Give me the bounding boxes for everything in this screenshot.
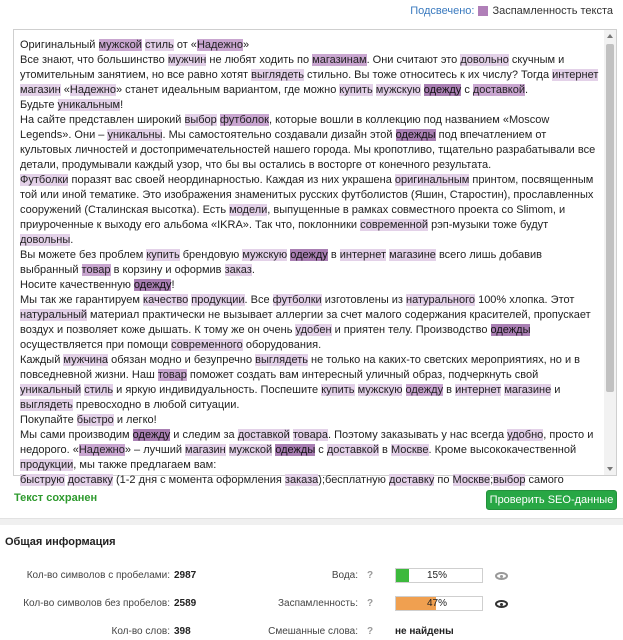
spam-percent: 47% (427, 598, 448, 609)
highlighted-word: магазинам (312, 54, 367, 66)
info-title: Общая информация (5, 536, 116, 548)
highlighted-word: товар (81, 264, 111, 276)
spam-help-icon[interactable]: ? (367, 598, 374, 609)
highlighted-word: Москве (452, 474, 491, 486)
highlighted-word: одежду (132, 429, 171, 441)
highlighted-word: одежду (290, 249, 328, 261)
text-paragraph: Носите качественную одежду! (20, 279, 175, 291)
highlighted-word: выглядеть (20, 399, 73, 411)
highlighted-word: Надежно (78, 444, 125, 456)
text-paragraph: быструю доставку (1-2 дня с момента оформления заказа);бесплатную доставку по Москве;выбор самого (20, 474, 564, 486)
highlighted-word: футболки (272, 294, 322, 306)
highlighted-word: быстро (76, 414, 114, 426)
seo-check-button[interactable]: Проверить SEO-данные (486, 490, 617, 510)
highlighted-word: современной (360, 219, 429, 231)
highlighted-word: выбор (493, 474, 526, 486)
highlight-legend (410, 5, 613, 17)
highlighted-word: мужскую (242, 249, 288, 261)
words-label: Кол-во слов: (111, 626, 170, 637)
highlighted-word: довольно (460, 54, 509, 66)
highlighted-word: удобно (507, 429, 544, 441)
spam-meter (395, 596, 483, 611)
legend-text: Заспамленность текста (492, 5, 613, 17)
highlighted-word: уникальным (57, 99, 121, 111)
text-paragraph: Мы сами производим одежду и следим за доставкой товара. Поэтому заказывать у нас всегда удобно, просто и недорого. «Надежно» – лучший магазин мужской одежды с доставкой в Москве. Кроме высококачественной продукции, мы также предлагаем вам: (20, 429, 594, 471)
text-paragraph: Футболки поразят вас своей неординарностью. Каждая из них украшена оригинальным принтом, посвященным той или иной тематике. Это изображения знаменитых русских футболистов (Яшин, Старостин), прославленных сооружений (Сталинская высотка). Есть модели, выпущенные в рамках совместного проекта со Slimom, и приуроченные к выходу его альбома «IKRA». Так что, поклонники современной рэп-музыки тоже будут довольны. (20, 174, 594, 246)
save-status: Текст сохранен (14, 492, 98, 504)
highlighted-word: доставкой (472, 84, 526, 96)
text-paragraph: Покупайте быстро и легко! (20, 414, 157, 426)
highlighted-word: магазине (389, 249, 436, 261)
highlighted-word: Надежно (69, 84, 116, 96)
spam-label: Заспамленность: (277, 598, 358, 609)
highlighted-word: купить (321, 384, 355, 396)
highlighted-word: футболок (219, 114, 269, 126)
highlighted-word: Футболки (20, 174, 69, 186)
highlighted-word: модели (229, 204, 268, 216)
highlighted-word: магазин (185, 444, 226, 456)
chars-with-spaces-value: 2987 (174, 570, 197, 581)
text-scrollbar[interactable] (604, 30, 616, 475)
words-value: 398 (174, 626, 191, 637)
highlighted-word: доставкой (326, 444, 379, 456)
text-paragraph: Вы можете без проблем купить брендовую мужскую одежду в интернет магазине всего лишь добавив выбранный товар в корзину и оформив заказ. (20, 249, 542, 276)
highlighted-word: товар (157, 369, 187, 381)
chars-without-spaces-value: 2589 (174, 598, 197, 609)
highlighted-word: доставку (388, 474, 435, 486)
legend-swatch-icon (478, 6, 488, 16)
highlighted-word: одежды (490, 324, 531, 336)
scroll-thumb[interactable] (606, 44, 614, 392)
highlighted-word: современного (171, 339, 243, 351)
chars-without-spaces-label: Кол-во символов без пробелов: (23, 598, 170, 609)
highlighted-word: одежду (405, 384, 444, 396)
highlighted-word: заказ (224, 264, 252, 276)
highlighted-word: оригинальным (394, 174, 470, 186)
scroll-up-icon[interactable] (607, 34, 613, 38)
highlighted-word: интернет (455, 384, 502, 396)
highlighted-word: мужской (98, 39, 142, 51)
highlighted-word: выглядеть (251, 69, 304, 81)
text-paragraph: Оригинальный мужской стиль от «Надежно» (20, 39, 250, 51)
text-paragraph: Все знают, что большинство мужчин не любят ходить по магазинам. Они считают это довольно скучным и утомительным занятием, но все равно хотят выглядеть стильно. Вы тоже относитесь к их числу? Тогда интернет магазин «Надежно» станет идеальным вариантом, где можно купить мужскую одежду с доставкой. (20, 54, 599, 96)
highlighted-word: мужской (228, 444, 273, 456)
highlighted-word: товара (292, 429, 328, 441)
water-meter-fill (396, 569, 409, 582)
water-label: Вода: (331, 570, 358, 581)
water-help-icon[interactable]: ? (367, 570, 374, 581)
scroll-down-icon[interactable] (607, 467, 613, 471)
highlighted-word: выбор (184, 114, 217, 126)
text-paragraph: Будьте уникальным! (20, 99, 124, 111)
highlighted-word: стиль (84, 384, 114, 396)
highlighted-word: продукции (191, 294, 245, 306)
highlighted-word: уникальны (107, 129, 163, 141)
highlighted-word: натуральный (20, 309, 87, 321)
highlighted-word: уникальный (20, 384, 82, 396)
highlighted-word: мужчин (167, 54, 207, 66)
text-paragraph: На сайте представлен широкий выбор футболок, которые вошли в коллекцию под названием «Moscow Legends». Они – уникальны. Мы самостоятельно создавали дизайн этой одежды под впечатлением от культовых личностей и достопримечательностей нашего города. Мы кропотливо, тщательно разрабатывали все детали, продумывали каждый узор, что бы вы остались в восторге от конечного результата. (20, 114, 596, 171)
text-paragraph: Каждый мужчина обязан модно и безупречно выглядеть не только на каких-то светских мероприятиях, но и в повседневной жизни. Наш товар поможет создать вам интересный уличный образ, подчеркнуть свой уникальный стиль и яркую индивидуальность. Поспешите купить мужскую одежду в интернет магазине и выглядеть превосходно в любой ситуации. (20, 354, 580, 411)
highlighted-word: одежды (275, 444, 316, 456)
highlighted-word: Надежно (196, 39, 243, 51)
highlighted-word: одежду (423, 84, 462, 96)
mixed-words-value: не найдены (395, 626, 454, 637)
highlighted-word: интернет магазин (20, 69, 599, 96)
section-divider (0, 518, 623, 525)
highlighted-word: удобен (295, 324, 332, 336)
highlighted-word: выглядеть (255, 354, 308, 366)
highlighted-word: мужскую (375, 84, 421, 96)
legend-label[interactable]: Подсвечено: (410, 5, 475, 17)
highlighted-word: качество (143, 294, 189, 306)
highlighted-word: мужскую (357, 384, 403, 396)
highlighted-word: довольны (20, 234, 71, 246)
mixed-help-icon[interactable]: ? (367, 626, 374, 637)
highlighted-word: купить (339, 84, 373, 96)
mixed-words-label: Смешанные слова: (268, 626, 358, 637)
highlighted-word: одежды (395, 129, 436, 141)
highlighted-word: интернет (339, 249, 387, 261)
text-editor[interactable] (13, 29, 617, 486)
highlighted-word: мужчина (63, 354, 109, 366)
spam-eye-icon[interactable] (495, 600, 508, 608)
highlighted-word: доставку (67, 474, 113, 486)
highlighted-word: магазине (504, 384, 552, 396)
water-meter (395, 568, 483, 583)
chars-with-spaces-label: Кол-во символов с пробелами: (26, 570, 170, 581)
water-percent: 15% (427, 570, 448, 581)
highlighted-word: купить (146, 249, 180, 261)
highlighted-word: быструю (20, 474, 65, 486)
highlighted-word: заказа (284, 474, 319, 486)
highlighted-word: продукции (20, 459, 74, 471)
highlighted-word: стиль (144, 39, 174, 51)
text-paragraph: Мы так же гарантируем качество продукции. Все футболки изготовлены из натурального 100% хлопка. Этот натуральный материал практически не вызывает аллергии за счет малого содержания красителей, пропускает воздух и позволяет коже дышать. К тому же он очень удобен и приятен телу. Производство одежды осуществляется при помощи современного оборудования. (20, 294, 591, 351)
highlighted-word: натурального (406, 294, 476, 306)
highlighted-word: Москве (390, 444, 429, 456)
water-eye-icon[interactable] (495, 572, 508, 580)
highlighted-word: доставкой (237, 429, 290, 441)
highlighted-word: одежду (133, 279, 172, 291)
text-content[interactable] (20, 38, 600, 488)
